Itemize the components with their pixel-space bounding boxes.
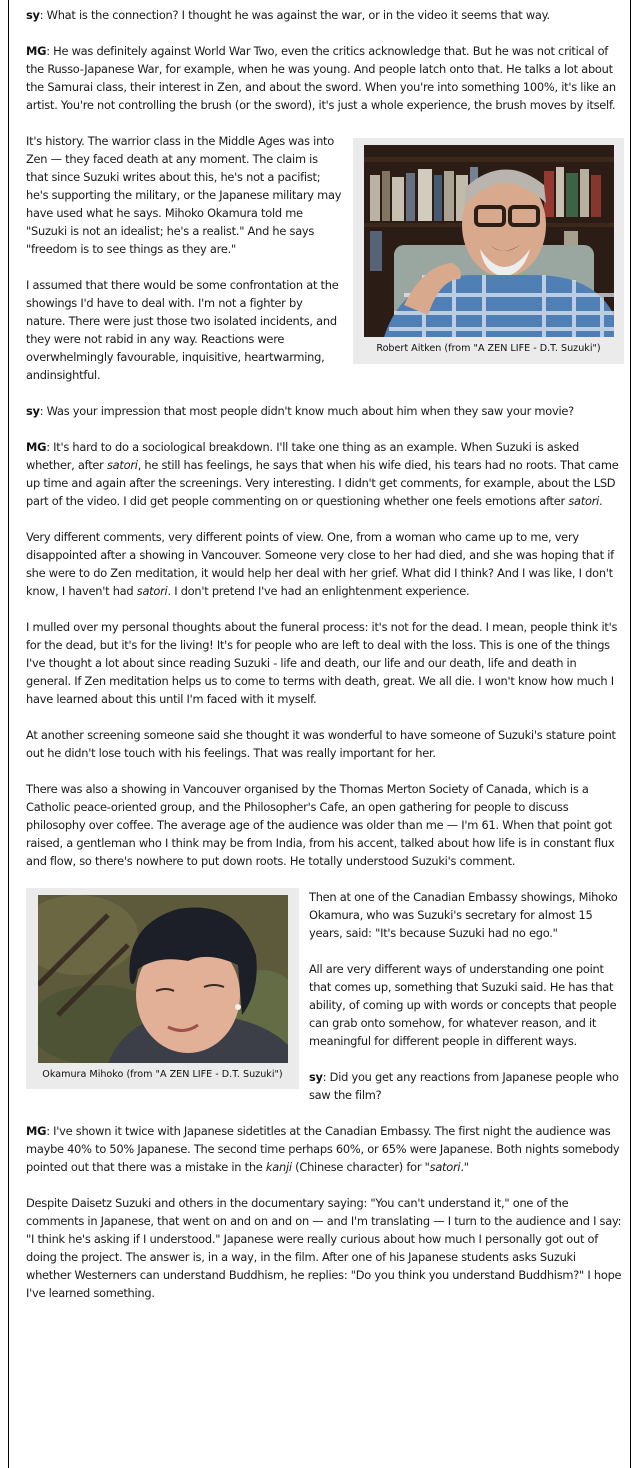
paragraph-text: At another screening someone said she thought it was wonderful to have someone of Suzuki's stature point out he didn't lose touch with his feelings. That was really important for her.: [26, 728, 616, 760]
speaker-label: sy: [309, 1070, 323, 1084]
paragraph-different-comments: [26, 528, 624, 600]
paragraph-mg-sidetitles: [26, 1122, 624, 1176]
paragraph-text: .": [460, 1160, 469, 1174]
paragraph-text: : I've shown it twice with Japanese sidetitles at the Canadian Embassy. The first night the audience was maybe 40% to 50% Japanese. The second time perhaps 60%, or 65% were Japanese. Both nights somebody pointed out that there was a mistake in the: [26, 1124, 620, 1174]
paragraph-funeral: [26, 618, 624, 708]
speaker-label: MG: [26, 44, 47, 58]
paragraph-text: : Did you get any reactions from Japanese people who saw the film?: [309, 1070, 619, 1102]
speaker-label: sy: [26, 404, 40, 418]
paragraph-text: It's history. The warrior class in the Middle Ages was into Zen — they faced death at any moment. The claim is that since Suzuki writes about this, he's not a pacifist; he's supporting the military, or the Japanese military may have used what he says. Mihoko Okamura told me "Suzuki is not an idealist; he's a realist." And he says "freedom is to see things as they are.": [26, 134, 342, 256]
paragraph-mg-answer-war: [26, 42, 624, 114]
italic-term: satori: [429, 1160, 461, 1174]
paragraph-text: There was also a showing in Vancouver organised by the Thomas Merton Society of Canada, which is a Catholic peace-oriented group, and the Philosopher's Cafe, an open gathering for people to discuss philosophy over coffee. The average age of the audience was older than me — I'm 61. When that point got raised, a gentleman who I think may be from India, from his accent, talked about how life is in constant flux and flow, so there's nowhere to put down roots. He totally understood Suzuki's comment.: [26, 782, 615, 868]
speaker-label: MG: [26, 440, 47, 454]
paragraph-text: : He was definitely against World War Two, even the critics acknowledge that. But he was not critical of the Russo-Japanese War, for example, when he was young. And people latch onto that. He talks a lot about the Samurai class, their interest in Zen, and about the sword. When you're into something 100%, it's like an artist. You're not controlling the brush (or the sword), it's just a whole experience, the brush moves by itself.: [26, 44, 616, 112]
page-frame: [8, 0, 631, 1468]
paragraph-text: Very different comments, very different points of view. One, from a woman who came up to me, very disappointed after a showing in Vancouver. Someone very close to her had died, and she was hoping that if she were to do Zen meditation, it would help her deal with her grief. What did I think? And I was like, I don't know, I haven't had: [26, 530, 614, 598]
paragraph-text: : It's hard to do a sociological breakdown. I'll take one thing as an example. When Suzuki is asked whether, after: [26, 440, 579, 472]
paragraph-despite-suzuki: [26, 1194, 624, 1302]
paragraph-sy-question-impression: [26, 402, 624, 420]
figure-caption: Okamura Mihoko (from "A ZEN LIFE - D.T. Suzuki"): [42, 1069, 283, 1080]
speaker-label: MG: [26, 1124, 47, 1138]
italic-term: satori: [106, 458, 138, 472]
paragraph-text: , he still has feelings, he says that when his wife died, his tears had no roots. That came up time and again after the screenings. Very interesting. I didn't get comments, for example, about the LSD part of the video. I did get people commenting on or questioning whether one feels emotions after: [26, 458, 619, 508]
italic-term: satori: [568, 494, 600, 508]
figure-caption: Robert Aitken (from "A ZEN LIFE - D.T. Suzuki"): [376, 343, 601, 354]
paragraph-text: I mulled over my personal thoughts about the funeral process: it's not for the dead. I mean, people think it's for the dead, but it's for the living! It's for people who are left to deal with the loss. This is one of the things I've thought a lot about since reading Suzuki - life and death, our life and our death, life and death in general. If Zen meditation helps us to come to terms with death, great. We all die. I won't know how much I have learned about this until I'm faced with it myself.: [26, 620, 618, 706]
paragraph-text: Then at one of the Canadian Embassy showings, Mihoko Okamura, who was Suzuki's secretary for almost 15 years, said: "It's because Suzuki had no ego.": [309, 890, 618, 940]
paragraph-text: Despite Daisetz Suzuki and others in the documentary saying: "You can't understand it," one of the comments in Japanese, that went on and on and on — and I'm translating — I turn to the audience and I say: "I think he's asking if I understood." Japanese were really curious about how much I personally got out of doing the project. The answer is, in a way, in the film. After one of his Japanese students asks Suzuki whether Westerners can understand Buddhism, he replies: "Do you think you understand Buddhism?" I hope I've learned something.: [26, 1196, 622, 1300]
photo-okamura-mihoko: [38, 895, 288, 1063]
paragraph-vancouver-showing: [26, 780, 624, 870]
photo-robert-aitken: [364, 145, 614, 337]
paragraph-another-screening: [26, 726, 624, 762]
paragraph-sy-question-connection: [26, 6, 624, 24]
paragraph-text: . I don't pretend I've had an enlightenment experience.: [167, 584, 470, 598]
figure-robert-aitken: [353, 138, 624, 364]
paragraph-text: I assumed that there would be some confrontation at the showings I'd have to deal with. I'm not a fighter by nature. There were just those two isolated incidents, and they were not rabid in any way. Reactions were overwhelmingly favourable, inquisitive, heartwarming, andinsightful.: [26, 278, 339, 382]
figure-okamura-mihoko: [26, 888, 299, 1089]
paragraph-text: All are very different ways of understanding one point that comes up, something that Suzuki said. He has that ability, of coming up with words or concepts that people can grab onto somehow, for whatever reason, and it meaningful for different people in different ways.: [309, 962, 617, 1048]
italic-term: kanji: [265, 1160, 292, 1174]
paragraph-text: : Was your impression that most people didn't know much about him when they saw your movie?: [39, 404, 574, 418]
italic-term: satori: [136, 584, 168, 598]
interview-article: [26, 6, 624, 1320]
paragraph-text: : What is the connection? I thought he was against the war, or in the video it seems that way.: [39, 8, 550, 22]
speaker-label: sy: [26, 8, 40, 22]
paragraph-mg-sociological: [26, 438, 624, 510]
paragraph-text: (Chinese character) for ": [291, 1160, 430, 1174]
paragraph-text: .: [599, 494, 603, 508]
